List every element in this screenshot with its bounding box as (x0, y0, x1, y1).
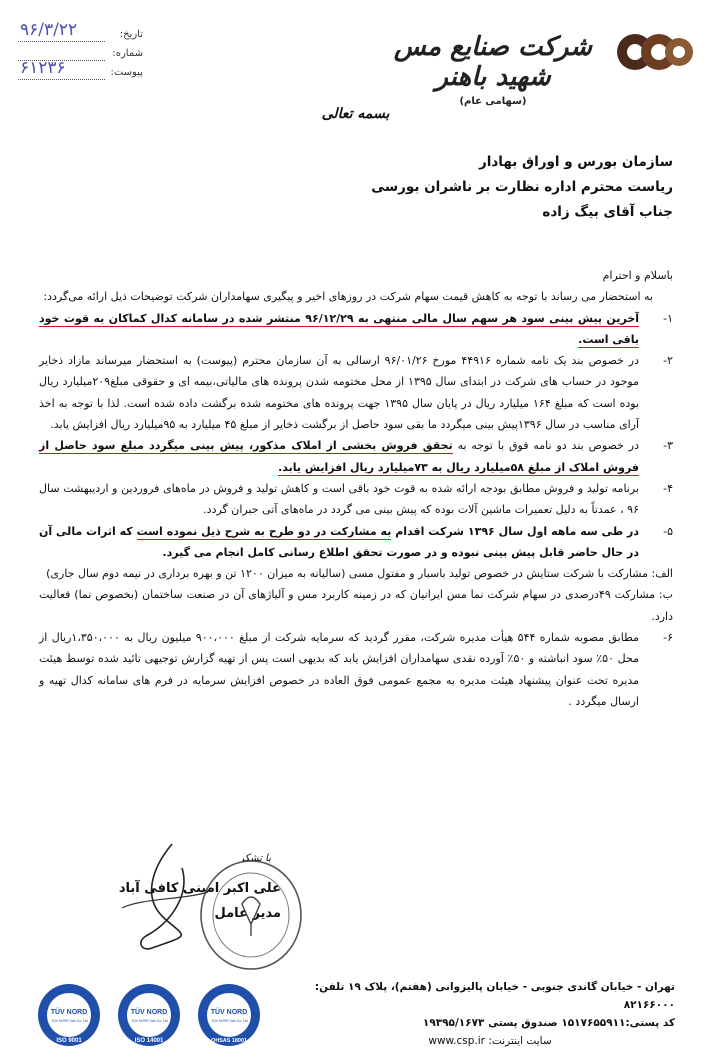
list-item (39, 627, 673, 712)
handwritten-signature (112, 838, 222, 958)
basmala: بسمه تعالی (321, 106, 390, 122)
number-value: ۶۱۲۳۶ (20, 58, 66, 78)
addressee-line-2: ریاست محترم اداره نظارت بر ناشران بورسی (371, 179, 673, 195)
company-name: شرکت صنایع مس شهید باهنر (393, 32, 593, 92)
date-line (18, 41, 105, 42)
footer-postal: کد پستی:۱۵۱۷۶۵۵۹۱۱ صندوق پستی ۱۹۳۹۵/۱۶۷۳ (422, 1017, 675, 1029)
sub-item-b: ب: مشارکت ۴۹درصدی در سهام شرکت نما مس ایرانیان که در زمینه کاربرد مس و آلیاژهای آن در صنعت ساختمان (بخصوص نما) فعالیت دارد. (39, 588, 673, 623)
item-text: در خصوص بند دو نامه فوق با توجه به (452, 439, 639, 453)
item-text: در طی سه ماهه اول سال ۱۳۹۶ شرکت اقدام (391, 524, 639, 538)
date-label: تاریخ: (119, 29, 143, 40)
item-text-post: که اثرات مالی آن در حال حاضر قابل پیش بینی نبوده و در صورت تحقق اطلاع رسانی کامل انجام می گیرد. (39, 524, 639, 559)
cert-label: ISO 14001 (134, 1038, 164, 1044)
list-item (39, 308, 673, 351)
item-highlight: تحقق فروش بخشی از املاک مذکور، پیش بینی میگردد مبلغ سود حاصل از فروش املاک از مبلغ ۵۸میلیارد ریال به ۷۳میلیارد ریال افزایش یابد. (39, 439, 639, 474)
item-text: مطابق مصوبه شماره ۵۴۴ هیأت مدیره شرکت، مقرر گردید که سرمایه شرکت از مبلغ ۹۰۰،۰۰۰ میلیون ریال به ۱،۳۵۰،۰۰۰ریال از محل ۵۰٪ سود انباشته و ۵۰٪ آورده نقدی سهامداران افزایش یابد که بدیهی است پس از تهیه گزارش توجیهی تائید شده توسط هیئت مدیره تحت عنوان پیشنهاد هیئت مدیره به مجمع عمومی فوق العاده در خصوص افزایش سرمایه در فرم های سامانه کدال تهیه و ارسال میگردد . (39, 631, 639, 708)
cert-brand: TÜV NORD (210, 1009, 248, 1016)
cert-brand: TÜV NORD (130, 1009, 168, 1016)
sub-item-a: الف: مشارکت با شرکت ستایش در خصوص تولید باسبار و مفتول مسی (سالیانه به میزان ۱۲۰۰ تن و بهره برداری در نیمه دوم سال جاری) (46, 567, 673, 581)
tuv-cert-iso9001-badge (36, 982, 102, 1048)
closing-thanks: با تشکر (239, 853, 271, 864)
item-number: ۵- (663, 524, 673, 538)
cert-label: OHSAS 18001 (211, 1038, 247, 1044)
list-item (39, 521, 673, 564)
attachment-label: پیوست: (110, 67, 143, 78)
item-text: در خصوص بند یک نامه شماره ۴۴۹۱۶ مورخ ۹۶/۰۱/۲۶ ارسالی به آن سازمان محترم (پیوست) به استحضار میرساند مازاد ذخایر موجود در حساب های شرکت در ابتدای سال ۱۳۹۵ از محل مختومه شدن پرونده های مالیاتی،بیمه ای و حقوقی مبلغ۲۰۹میلیارد ریال بوده است که مبلغ ۱۶۴ میلیارد ریال در پایان سال ۱۳۹۵ جهت پرونده های مختومه شده برگشت داده شده است. لذا با توجه به اخذ آرای مناسب در سال ۱۳۹۶پیش بینی میگردد ما بقی سود حاصل از برگشت ذخایر از مبلغ ۴۵ میلیارد به ۹۵میلیارد ریال افزایش یابد. (39, 354, 640, 432)
list-item (39, 435, 673, 478)
cert-sub: TÜV NORD Iran Co. Ltd. (130, 1019, 168, 1023)
cert-sub: TÜV NORD Iran Co. Ltd. (210, 1019, 248, 1023)
item-number: ۶- (663, 631, 673, 645)
cert-label: ISO 9001 (56, 1038, 82, 1044)
list-item (39, 478, 673, 521)
addressee-line-3: جناب آقای بیگ زاده (542, 204, 673, 220)
item-number: ۴- (663, 481, 673, 495)
letter-body (39, 265, 673, 712)
footer-website: سایت اینترنت: www.csp.ir (428, 1035, 552, 1047)
tuv-cert-ohsas18001-badge (196, 982, 262, 1048)
attachment-row (18, 58, 143, 83)
company-header (383, 32, 603, 107)
signer-name: علی اکبر امینی کافی آباد (118, 881, 281, 896)
company-logo (615, 28, 695, 76)
footer-address: تهران - خیابان گاندی جنوبی - خیابان پالیزوانی (هفتم)، پلاک ۱۹ تلفن: ۸۲۱۶۶۰۰۰ (314, 981, 675, 1011)
item-text: برنامه تولید و فروش مطابق بودجه ارائه شده به قوت خود باقی است و کاهش تولید و فروش در ماه‌های فروردین و اردیبهشت سال ۹۶ ، عمدتاً به دلیل تعمیرات ماشین آلات بوده که پیش بینی می گردد در ماه‌های آتی جبران گردد. (39, 481, 639, 517)
addressee-block (113, 150, 673, 225)
footer (305, 978, 675, 1050)
item-number: ۲- (663, 354, 673, 368)
item-highlight: آخرین پیش بینی سود هر سهم سال مالی منتهی به ۹۶/۱۲/۲۹ منتشر شده در سامانه کدال کماکان به قوت خود باقی است. (39, 311, 639, 346)
date-row (18, 20, 143, 45)
date-value: ۹۶/۳/۲۲ (20, 20, 78, 40)
item-number: ۱- (663, 311, 673, 325)
addressee-line-1: سازمان بورس و اوراق بهادار (478, 154, 673, 170)
item-highlight: به مشارکت در دو طرح به شرح ذیل نموده است (136, 524, 392, 538)
attachment-line (18, 79, 105, 80)
cert-brand: TÜV NORD (50, 1009, 88, 1016)
greeting: باسلام و احترام (602, 269, 673, 282)
list-item (39, 350, 673, 435)
intro-paragraph: به استحضار می رساند با توجه به کاهش قیمت سهام شرکت در روزهای اخیر و پیگیری سهامداران شرکت توضیحات ذیل ارائه می‌گردد: (43, 290, 653, 304)
tuv-cert-iso14001-badge (116, 982, 182, 1048)
company-type: (سهامی عام) (459, 96, 527, 107)
number-label: شماره: (112, 48, 143, 59)
signer-role: مدیر عامل (214, 906, 281, 921)
cert-sub: TÜV NORD Iran Co. Ltd. (50, 1019, 88, 1023)
letter-meta (18, 20, 143, 83)
item-number: ۳- (663, 439, 673, 453)
